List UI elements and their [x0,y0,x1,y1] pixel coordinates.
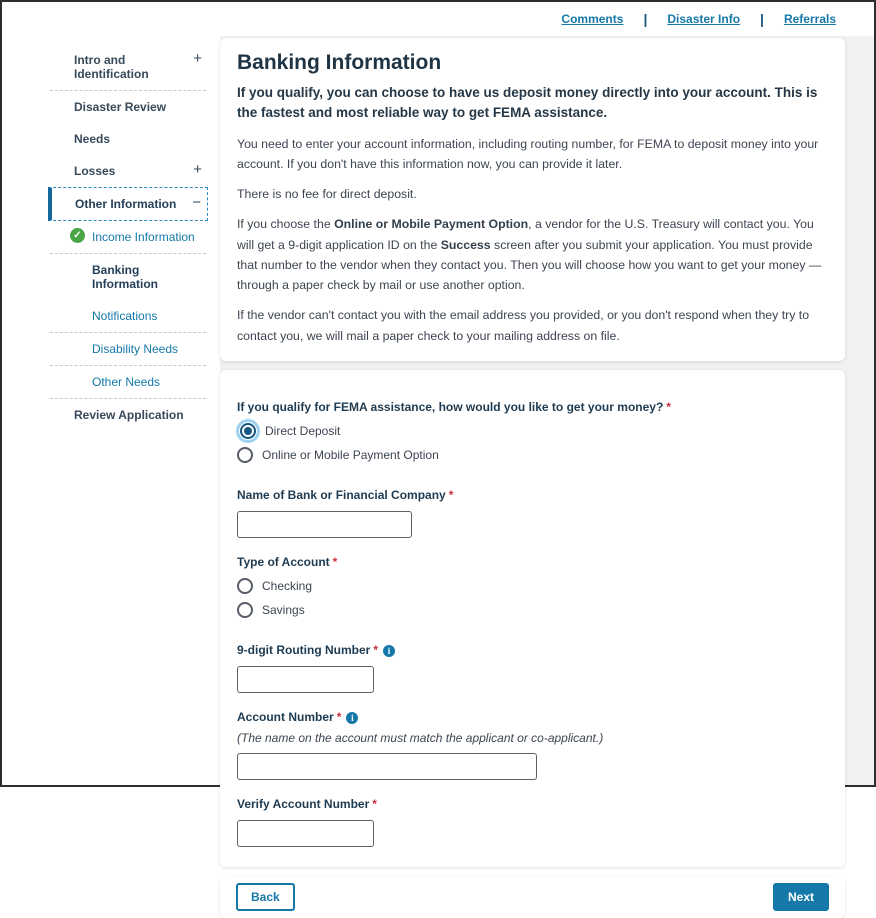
paragraph-bold-text: Online or Mobile Payment Option [334,217,529,232]
sidebar-item-label: Needs [74,132,111,146]
sidebar-item-label: Income Information [92,230,195,244]
sidebar-item-needs[interactable] [48,123,208,155]
sidebar-item-review-application[interactable] [48,399,208,431]
sidebar-item-notifications[interactable] [48,300,208,332]
navigation-footer [220,876,845,918]
required-asterisk: * [666,400,671,415]
sidebar-item-disaster-review[interactable] [48,91,208,123]
paragraph: If the vendor can't contact you with the email address you provided, or you don't respond when they try to contact you, we will mail a paper check to your mailing address on file. [237,308,810,343]
paragraph-text: If you choose the [237,217,335,232]
sidebar-item-label: Review Application [74,408,184,422]
verify-account-number-input[interactable] [237,820,374,847]
radio-label: Direct Deposit [265,424,341,439]
routing-number-label [237,643,828,657]
sidebar-item-label: Disability Needs [92,342,179,356]
next-button[interactable]: Next [773,883,829,911]
account-number-input[interactable] [237,753,537,780]
sidebar-item-label: Notifications [92,309,158,323]
expand-icon[interactable]: + [193,50,202,67]
sidebar-item-disability-needs[interactable] [48,333,208,365]
comments-link[interactable]: Comments [561,12,624,26]
savings-option[interactable] [237,602,828,618]
intro-card [220,38,845,361]
payment-method-question-label [237,400,828,414]
required-asterisk: * [336,710,342,725]
radio-button-selected[interactable] [240,423,256,439]
label-text: If you qualify for FEMA assistance, how would you like to get your money? [237,400,664,415]
paragraph-bold-text: Success [440,237,491,252]
referrals-link[interactable]: Referrals [783,12,836,26]
radio-label: Savings [262,603,305,618]
lead-text: If you qualify, you can choose to have us deposit money directly into your account. This is the fastest and most reliable way to get FEMA assistance. [237,85,818,121]
radio-label: Online or Mobile Payment Option [262,448,439,463]
required-asterisk: * [373,643,378,658]
sidebar-item-label: Other Needs [92,375,161,389]
sidebar-item-label: Losses [74,164,116,178]
disaster-info-link[interactable]: Disaster Info [667,12,741,26]
banking-form-card [220,370,845,867]
label-text: Name of Bank or Financial Company [237,488,446,503]
check-icon: ✓ [70,228,85,243]
paragraph-text: screen after you submit your application. You must provide that number to the vendor when they contact you. Then you will choose how you want to get your money — through a paper check by mail or use another option. [237,237,822,293]
paragraph-text: , a vendor for the U.S. Treasury will contact you. You will get a 9-digit application ID on the [237,217,814,252]
divider: | [643,11,648,27]
verify-account-number-label [237,797,828,811]
paragraph [237,214,828,295]
paragraph: You need to enter your account information, including routing number, for FEMA to deposit money into your account. If you don't have this information now, you can provide it later. [237,136,819,171]
sidebar-item-income-information[interactable] [48,221,208,253]
sidebar-item-intro-and-identification[interactable] [48,44,208,90]
info-icon[interactable]: i [383,645,395,657]
sidebar-navigation [2,36,220,785]
main-content [220,36,874,905]
radio-button[interactable] [237,602,253,618]
divider: | [760,11,764,27]
bank-name-label [237,488,828,502]
routing-number-input[interactable] [237,666,374,693]
sidebar-item-label: Banking Information [92,263,158,291]
account-number-label [237,710,828,724]
required-asterisk: * [372,797,377,812]
radio-label: Checking [262,579,313,594]
expand-icon[interactable]: + [193,161,202,178]
required-asterisk: * [332,555,338,570]
sidebar-item-other-needs[interactable] [48,366,208,398]
page-body [2,36,874,905]
account-type-label [237,555,828,569]
label-text: 9-digit Routing Number [237,643,371,658]
bank-name-input[interactable] [237,511,412,538]
radio-button[interactable] [237,447,253,463]
sidebar-item-losses[interactable] [48,155,208,187]
label-text: Type of Account [237,555,330,570]
label-text: Account Number [237,710,334,725]
checking-option[interactable] [237,578,828,594]
account-number-note: (The name on the account must match the applicant or co-applicant.) [237,731,604,746]
direct-deposit-option[interactable] [237,423,828,439]
online-mobile-payment-option[interactable] [237,447,828,463]
radio-button[interactable] [237,578,253,594]
label-text: Verify Account Number [237,797,370,812]
sidebar-item-label: Other Information [75,197,177,211]
paragraph: There is no fee for direct deposit. [237,187,417,202]
sidebar-item-other-information[interactable] [48,187,208,221]
sidebar-item-banking-information[interactable] [48,254,208,300]
page-title: Banking Information [237,51,442,74]
sidebar-item-label: Disaster Review [74,100,167,114]
collapse-icon[interactable]: − [192,194,201,211]
top-navigation [2,2,874,36]
required-asterisk: * [448,488,454,503]
back-button[interactable]: Back [236,883,295,911]
sidebar-item-label: Intro and Identification [74,53,149,81]
info-icon[interactable]: i [346,712,358,724]
